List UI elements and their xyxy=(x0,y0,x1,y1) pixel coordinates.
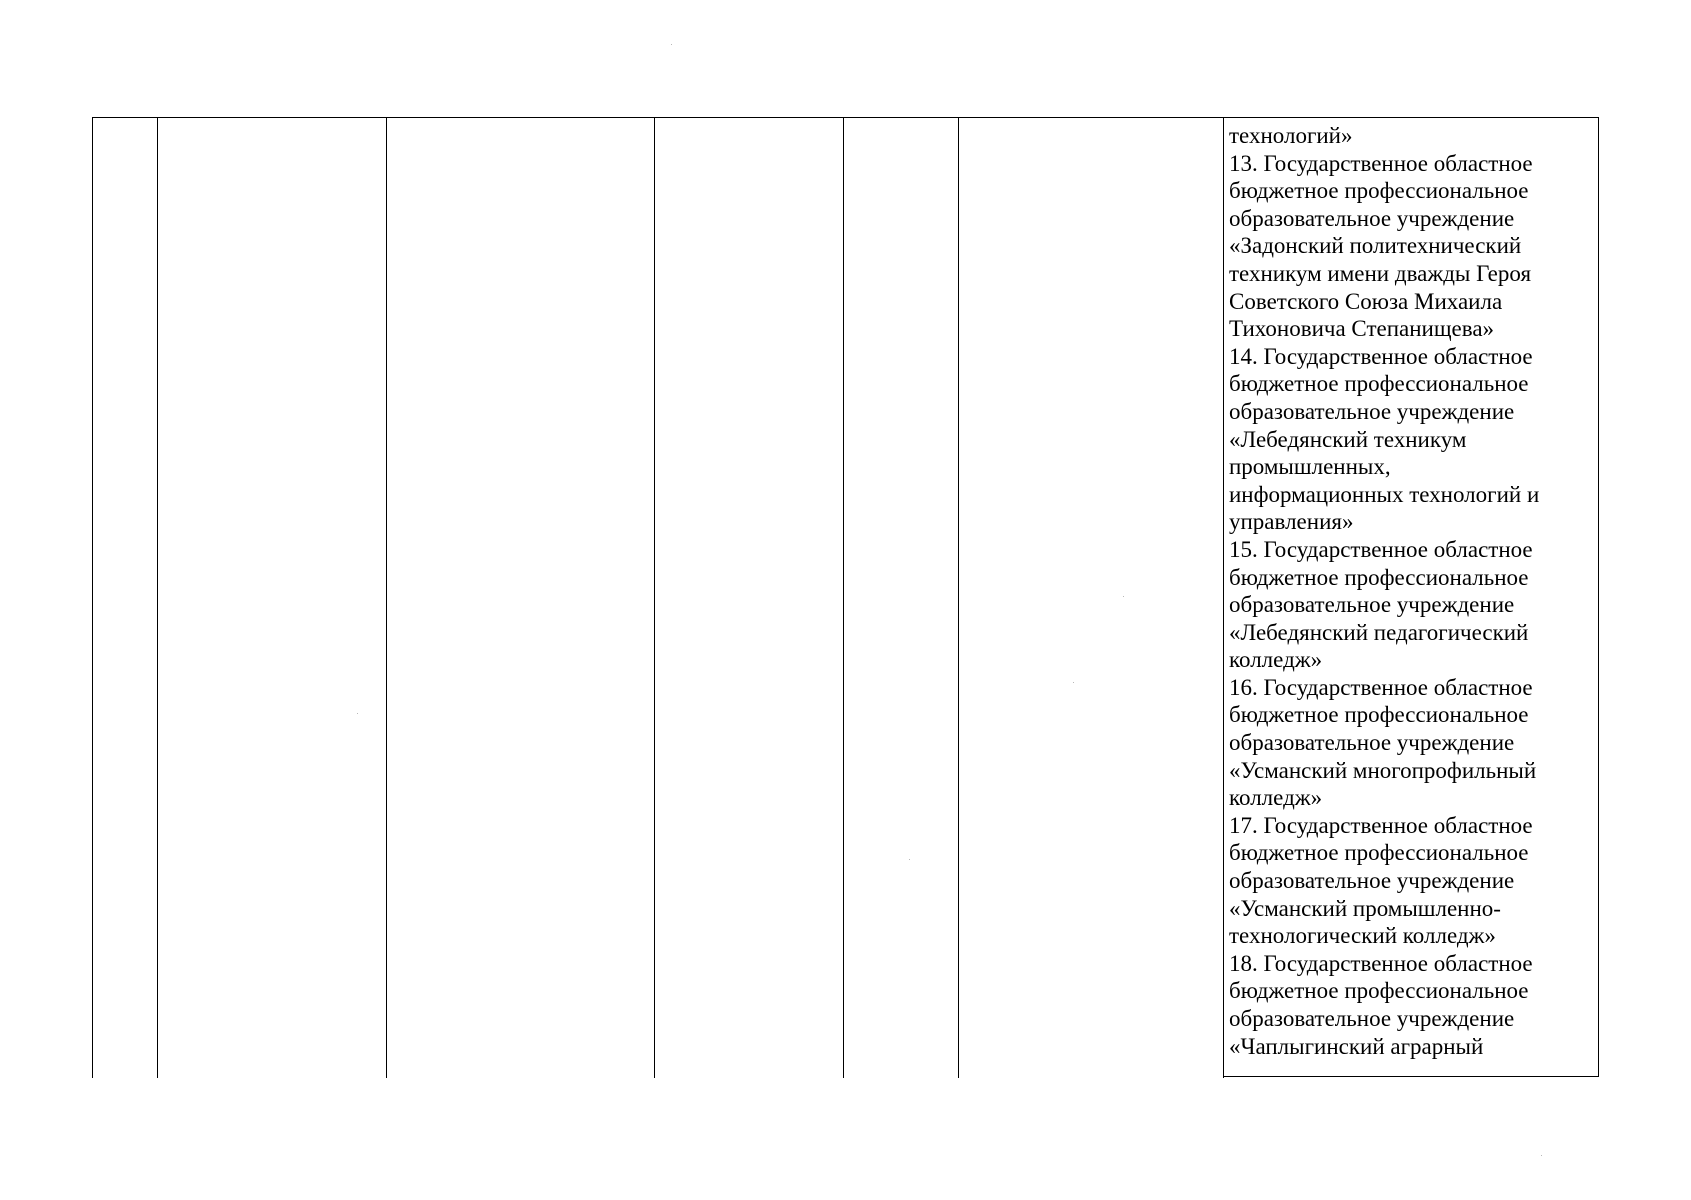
column-divider-2 xyxy=(386,117,387,1078)
scan-speck xyxy=(1073,682,1074,683)
table-left-border xyxy=(92,117,93,1078)
scan-speck xyxy=(671,44,672,45)
column-divider-4 xyxy=(843,117,844,1078)
column-divider-3 xyxy=(654,117,655,1078)
column-divider-5 xyxy=(958,117,959,1078)
column-divider-1 xyxy=(157,117,158,1078)
last-column-bottom-border xyxy=(1223,1076,1599,1077)
scan-speck xyxy=(1123,596,1124,597)
scan-speck xyxy=(909,859,910,860)
column-divider-6 xyxy=(1223,117,1224,1078)
table-top-border xyxy=(92,117,1599,118)
scan-speck xyxy=(357,713,358,714)
scan-speck xyxy=(1541,1155,1542,1156)
last-column-text: технологий» 13. Государственное областное бюджетное профессиональное образовательное учреждение «Задонский политехнический техникум имени дважды Героя Советского Союза Михаила Тихоновича Степанищева» 14. Государственное областное бюджетное профессиональное образовательное учреждение «Лебедянский техникум промышленных, информационных технологий и управления» 15. Государственное областное бюджетное профессиональное образовательное учреждение «Лебедянский педагогический колледж» 16. Государственное областное бюджетное профессиональное образовательное учреждение «Усманский многопрофильный колледж» 17. Государственное областное бюджетное профессиональное образовательное учреждение «Усманский промышленно- технологический колледж» 18. Государственное областное бюджетное профессиональное образовательное учреждение «Чаплыгинский аграрный xyxy=(1229,123,1540,1059)
